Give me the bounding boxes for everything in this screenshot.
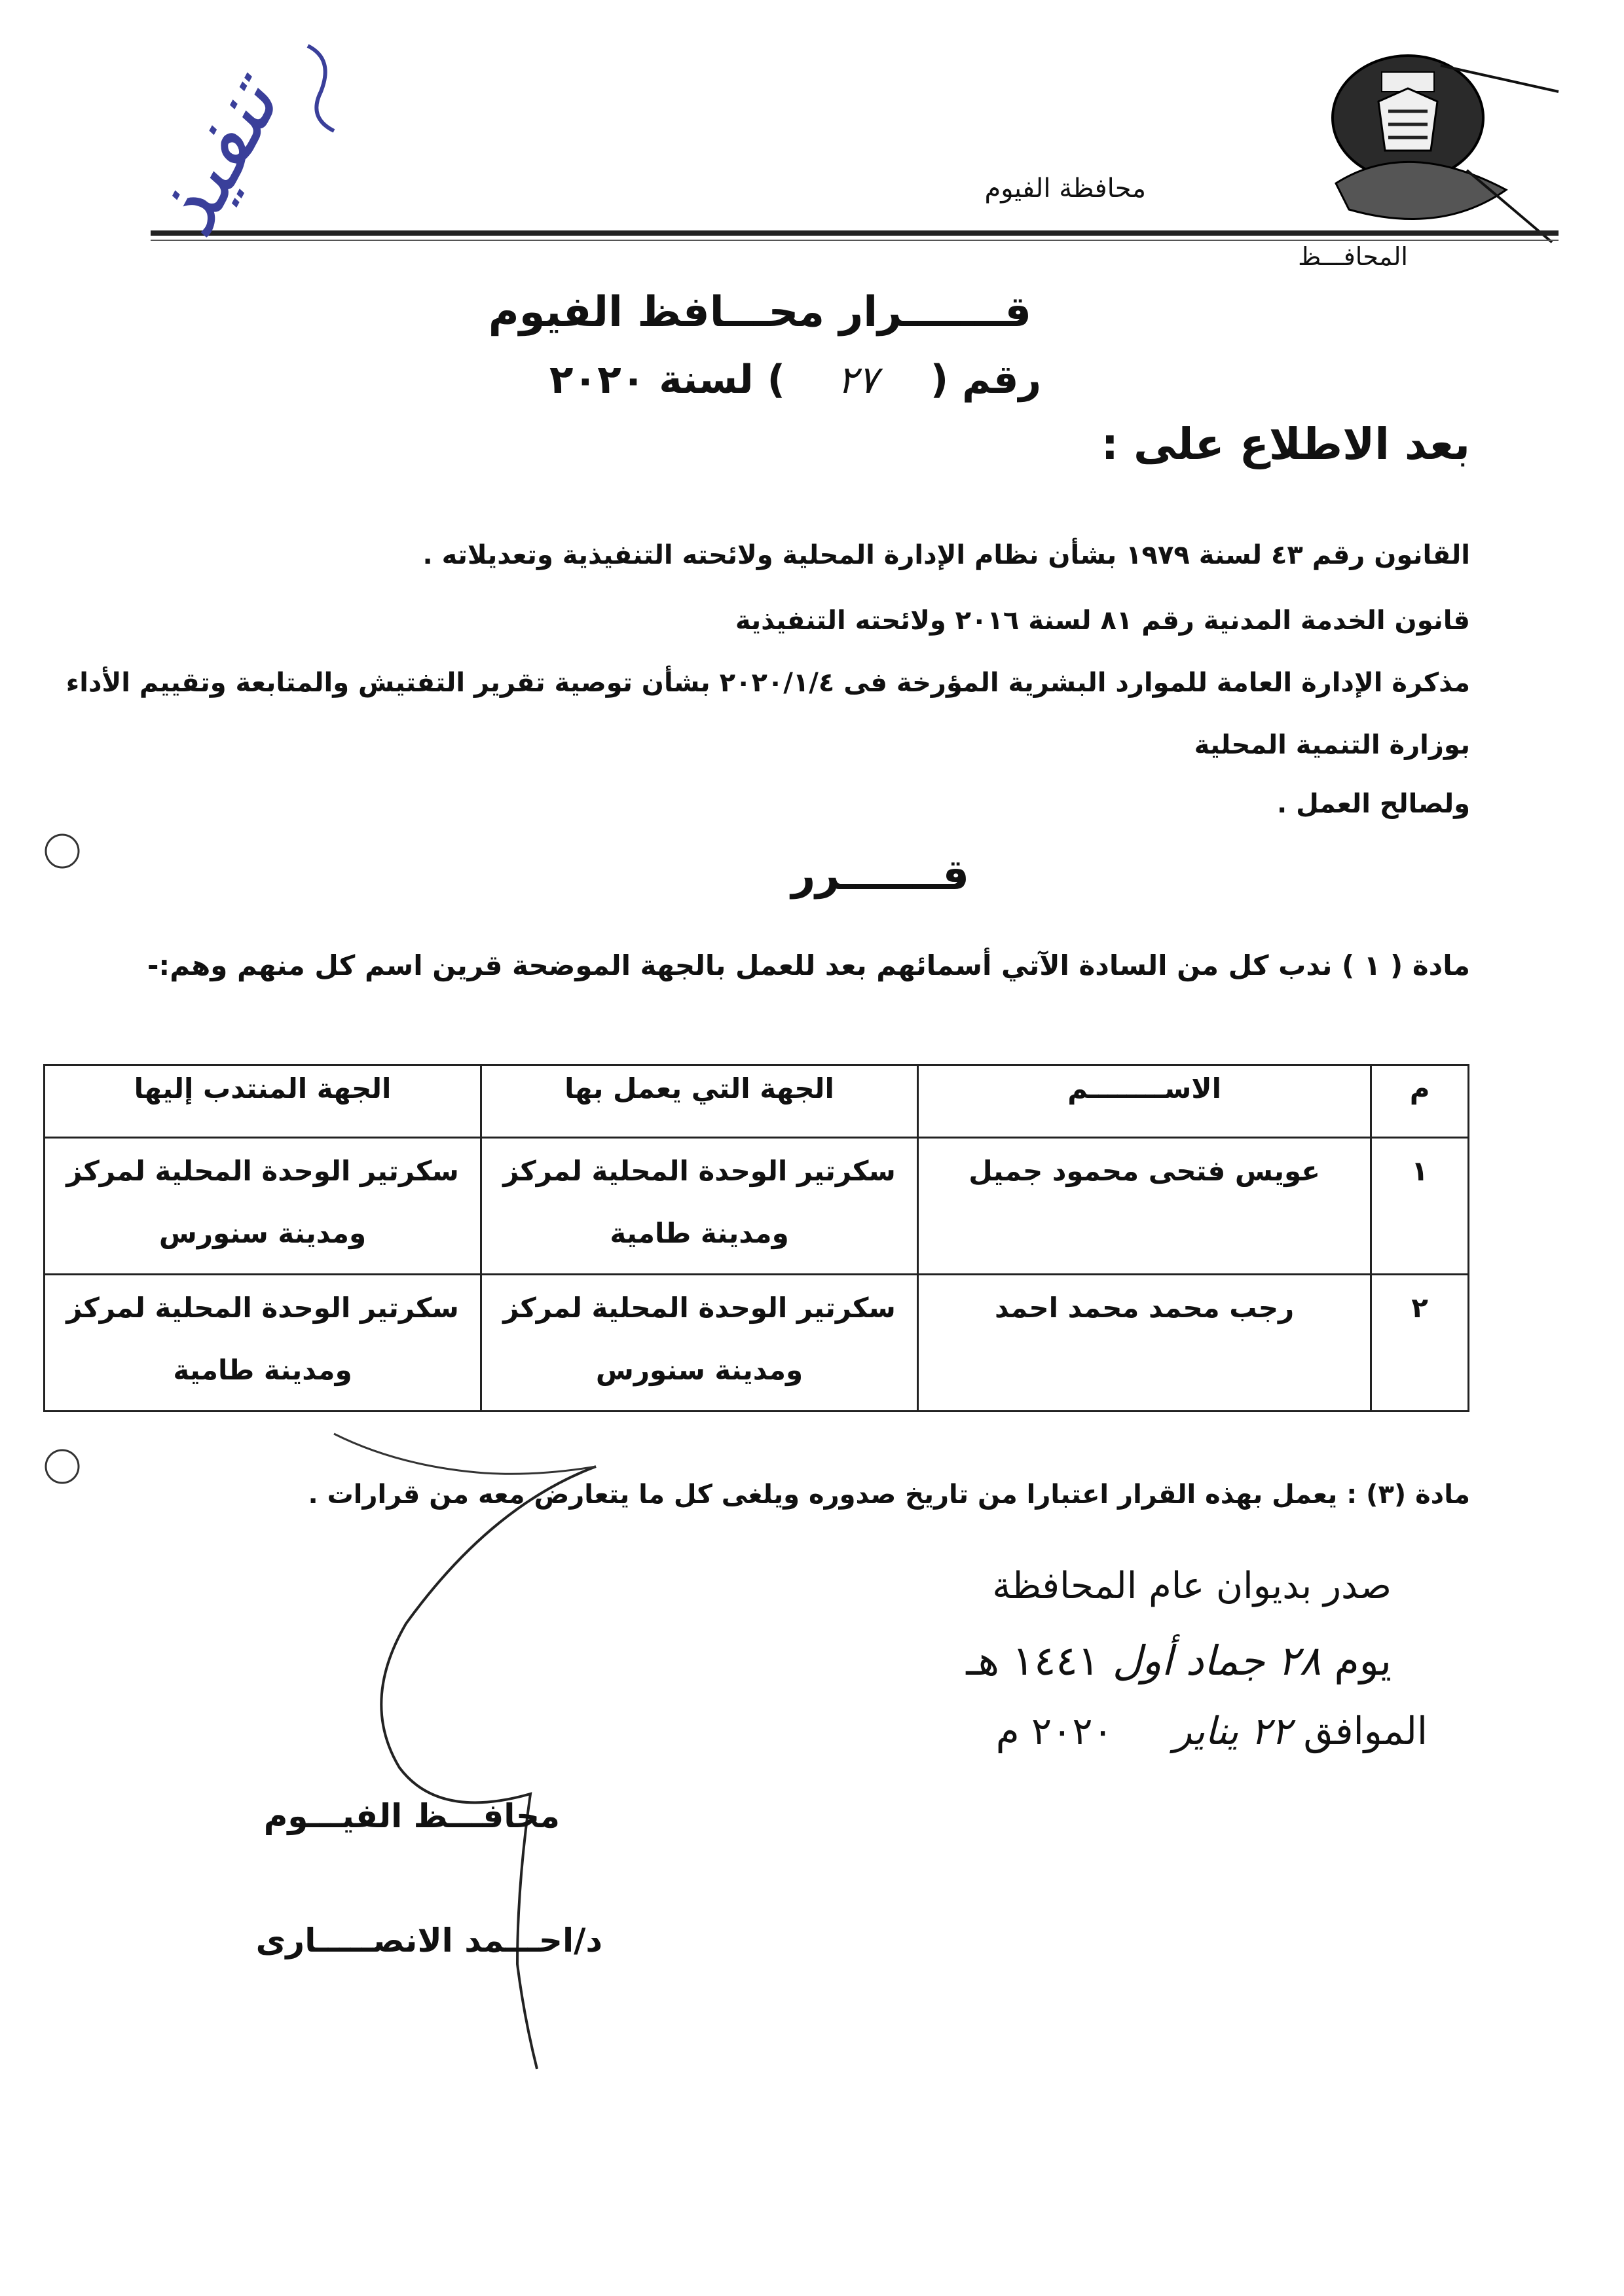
premise-civil-service-law: قانون الخدمة المدنية رقم ٨١ لسنة ٢٠١٦ ولائحته التنفيذية — [735, 606, 1470, 636]
decree-title: قـــــــرار محـــافظ الفيوم — [488, 288, 1031, 337]
punch-hole-icon — [39, 1444, 85, 1489]
row-current-work-line1: سكرتير الوحدة المحلية لمركز — [503, 1155, 896, 1187]
row-current-work-line2: ومدينة طامية — [610, 1217, 789, 1249]
punch-hole-icon — [39, 828, 85, 874]
gregorian-date — [996, 1709, 1428, 1753]
row-name: عويس فتحى محمود جميل — [918, 1138, 1371, 1275]
premise-hr-memo-continued: بوزارة التنمية المحلية — [1194, 730, 1470, 760]
governor-office-label: المحافـــظ — [1298, 242, 1408, 271]
header-destination: الجهة المنتدب إليها — [45, 1065, 481, 1138]
header-current-work: الجهة التي يعمل بها — [481, 1065, 918, 1138]
decision-heading: قـــــــرر — [791, 851, 969, 900]
decree-number-value: ٢٧ — [837, 357, 879, 402]
row-destination-line2: ومدينة سنورس — [158, 1217, 367, 1249]
row-current-work — [481, 1138, 918, 1275]
header-no: م — [1371, 1065, 1469, 1138]
article-1: مادة ( ١ ) ندب كل من السادة الآتي أسمائهم بعد للعمل بالجهة الموضحة قرين اسم كل منهم وهم:- — [147, 949, 1470, 981]
row-destination-line1: سكرتير الوحدة المحلية لمركز — [66, 1155, 459, 1187]
table-row — [45, 1138, 1469, 1275]
row-current-work-line1: سكرتير الوحدة المحلية لمركز — [503, 1292, 896, 1324]
hijri-year: ١٤٤١ هـ — [966, 1637, 1099, 1685]
hijri-handwritten-date: ٢٨ جماد أول — [1112, 1637, 1321, 1685]
row-current-work — [481, 1275, 918, 1412]
signature-title: محافـــظ الفيـــوم — [263, 1797, 560, 1835]
row-no: ٢ — [1371, 1275, 1469, 1412]
governorate-name: محافظة الفيوم — [984, 173, 1146, 204]
premise-hr-memo: مذكرة الإدارة العامة للموارد البشرية المؤرخة فى ٢٠٢٠/١/٤ بشأن توصية تقرير التفتيش والمتابعة وتقييم الأداء — [65, 668, 1470, 698]
decree-number-prefix: رقم ( — [930, 357, 1041, 403]
gregorian-prefix: الموافق — [1303, 1709, 1428, 1753]
row-destination — [45, 1138, 481, 1275]
handwritten-note: تنفيذ — [134, 61, 299, 252]
handwritten-note-icon — [111, 20, 373, 301]
premise-law-43: القانون رقم ٤٣ لسنة ١٩٧٩ بشأن نظام الإدارة المحلية ولائحته التنفيذية وتعديلاته . — [422, 540, 1470, 570]
header-name: الاســــــــم — [918, 1065, 1371, 1138]
hijri-date — [966, 1637, 1392, 1685]
governorate-emblem-icon — [1310, 39, 1565, 249]
table-header-row — [45, 1065, 1469, 1138]
row-no: ١ — [1371, 1138, 1469, 1275]
row-destination — [45, 1275, 481, 1412]
signature-icon — [321, 1427, 688, 2082]
table-row — [45, 1275, 1469, 1412]
issued-at: صدر بديوان عام المحافظة — [992, 1565, 1392, 1607]
hijri-prefix: يوم — [1334, 1637, 1392, 1685]
decree-number-suffix: ) لسنة ٢٠٢٠ — [549, 357, 786, 403]
assignment-table — [43, 1064, 1469, 1412]
gregorian-handwritten-date: ٢٢ يناير — [1173, 1709, 1292, 1753]
premise-work-interest: ولصالح العمل . — [1276, 789, 1470, 819]
row-destination-line1: سكرتير الوحدة المحلية لمركز — [66, 1292, 459, 1324]
row-destination-line2: ومدينة طامية — [173, 1354, 352, 1386]
decree-number — [549, 357, 1041, 403]
row-current-work-line2: ومدينة سنورس — [595, 1354, 803, 1386]
gregorian-year: ٢٠٢٠ م — [995, 1709, 1113, 1753]
intro-heading: بعد الاطلاع على : — [1101, 419, 1470, 469]
signature-name: د/احـــمد الانصـــــارى — [255, 1922, 602, 1959]
article-3: مادة (٣) : يعمل بهذه القرار اعتبارا من تاريخ صدوره ويلغى كل ما يتعارض معه من قرارات . — [308, 1480, 1470, 1510]
row-name: رجب محمد محمد احمد — [918, 1275, 1371, 1412]
